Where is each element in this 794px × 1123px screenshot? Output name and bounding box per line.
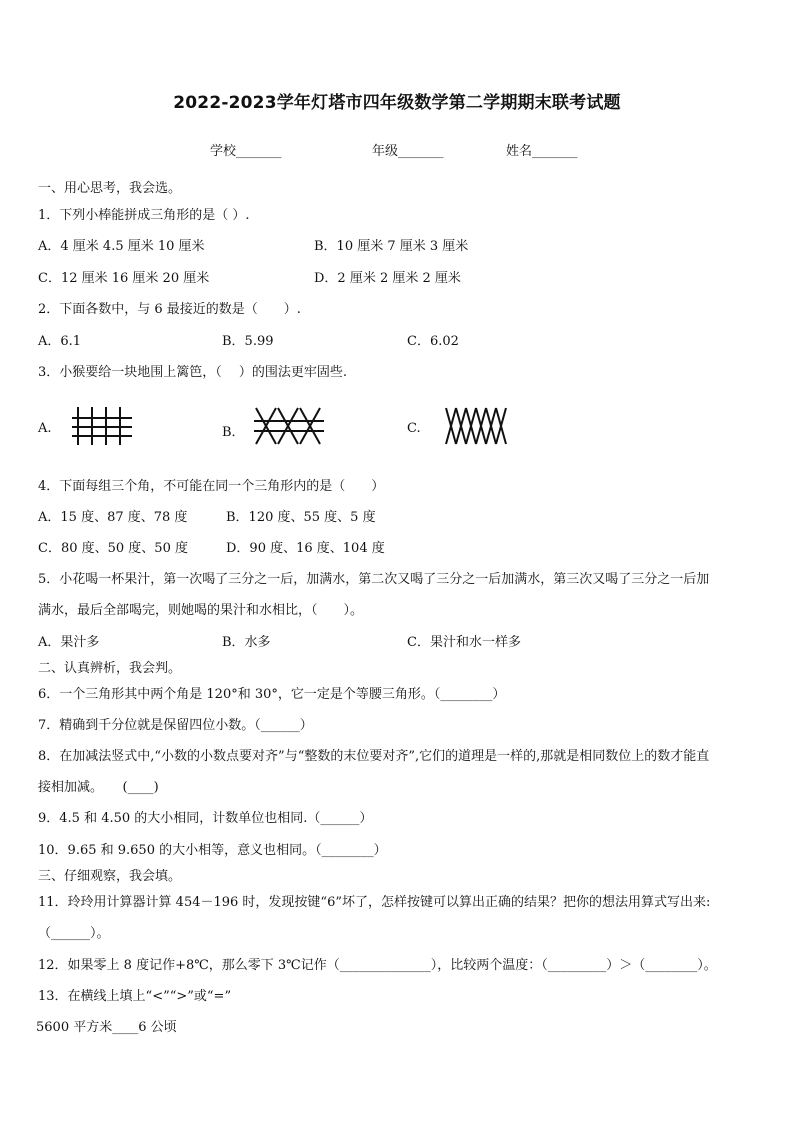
q5-option-c: C．果汁和水一样多	[407, 635, 521, 650]
q6: 6．一个三角形其中两个角是 120°和 30°，它一定是个等腰三角形。（________）	[38, 687, 506, 702]
q4-option-b: B．120 度、55 度、5 度	[226, 510, 376, 525]
section-1-heading: 一、用心思考，我会选。	[38, 181, 182, 196]
q1-option-d: D．2 厘米 2 厘米 2 厘米	[314, 271, 461, 286]
q8-line-1: 8．在加减法竖式中,“小数的小数点要对齐”与“整数的末位要对齐”,它们的道理是一样的,那就是相同数位上的数才能直	[38, 749, 710, 764]
fence-grid-figure	[70, 405, 134, 447]
q5-stem-line-2: 满水，最后全部喝完，则她喝的果汁和水相比，（ ）。	[38, 603, 364, 618]
q3-option-b-label: B．	[222, 425, 245, 440]
section-3-heading: 三、仔细观察，我会填。	[38, 869, 182, 884]
q3-option-a-label: A.	[38, 421, 52, 436]
q1-option-a: A．4 厘米 4.5 厘米 10 厘米	[38, 239, 205, 254]
q2-option-b: B．5.99	[222, 334, 274, 349]
q5-option-b: B．水多	[222, 635, 271, 650]
grade-field: 年级_______	[372, 144, 444, 159]
q13-stem: 13．在横线上填上“<”“>”或“=”	[38, 989, 232, 1004]
section-2-heading: 二、认真辨析，我会判。	[38, 661, 182, 676]
q8-line-2: 接相加减。 (____)	[38, 780, 159, 795]
fence-zigzag-figure	[442, 405, 510, 447]
q9: 9．4.5 和 4.50 的大小相同，计数单位也相同.（______）	[38, 811, 373, 826]
q1-option-b: B．10 厘米 7 厘米 3 厘米	[314, 239, 469, 254]
q3-stem: 3．小猴要给一块地围上篱笆，（ ）的围法更牢固些.	[38, 365, 348, 380]
q13-item: 5600 平方米____6 公顷	[36, 1020, 177, 1035]
q10: 10．9.65 和 9.650 的大小相等，意义也相同。（________）	[38, 843, 387, 858]
page-title: 2022-2023学年灯塔市四年级数学第二学期期末联考试题	[173, 93, 621, 113]
name-field: 姓名_______	[506, 144, 578, 159]
q1-stem: 1．下列小棒能拼成三角形的是（ ）.	[38, 208, 250, 223]
q7: 7．精确到千分位就是保留四位小数。（______）	[38, 718, 313, 733]
q11-line-2: （______）。	[38, 926, 110, 941]
q12: 12．如果零上 8 度记作+8℃，那么零下 3℃记作（______________），比较两个温度：（_________）＞（________）。	[38, 958, 717, 973]
q5-option-a: A．果汁多	[38, 635, 100, 650]
fence-cross-figure	[252, 405, 326, 447]
q11-line-1: 11．玲玲用计算器计算 454－196 时，发现按键“6”坏了，怎样按键可以算出正确的结果？把你的想法用算式写出来:	[38, 895, 711, 910]
q1-option-c: C．12 厘米 16 厘米 20 厘米	[38, 271, 210, 286]
q2-option-c: C．6.02	[407, 334, 459, 349]
q4-option-d: D．90 度、16 度、104 度	[226, 541, 385, 556]
q4-stem: 4．下面每组三个角，不可能在同一个三角形内的是（ ）	[38, 479, 385, 494]
q2-option-a: A．6.1	[38, 334, 82, 349]
q4-option-c: C．80 度、50 度、50 度	[38, 541, 188, 556]
q2-stem: 2．下面各数中，与 6 最接近的数是（ ）.	[38, 302, 301, 317]
school-field: 学校_______	[210, 144, 282, 159]
q5-stem-line-1: 5．小花喝一杯果汁，第一次喝了三分之一后，加满水，第二次又喝了三分之一后加满水，第三次又喝了三分之一后加	[38, 572, 710, 587]
q4-option-a: A．15 度、87 度、78 度	[38, 510, 188, 525]
q3-option-c-label: C.	[407, 421, 421, 436]
